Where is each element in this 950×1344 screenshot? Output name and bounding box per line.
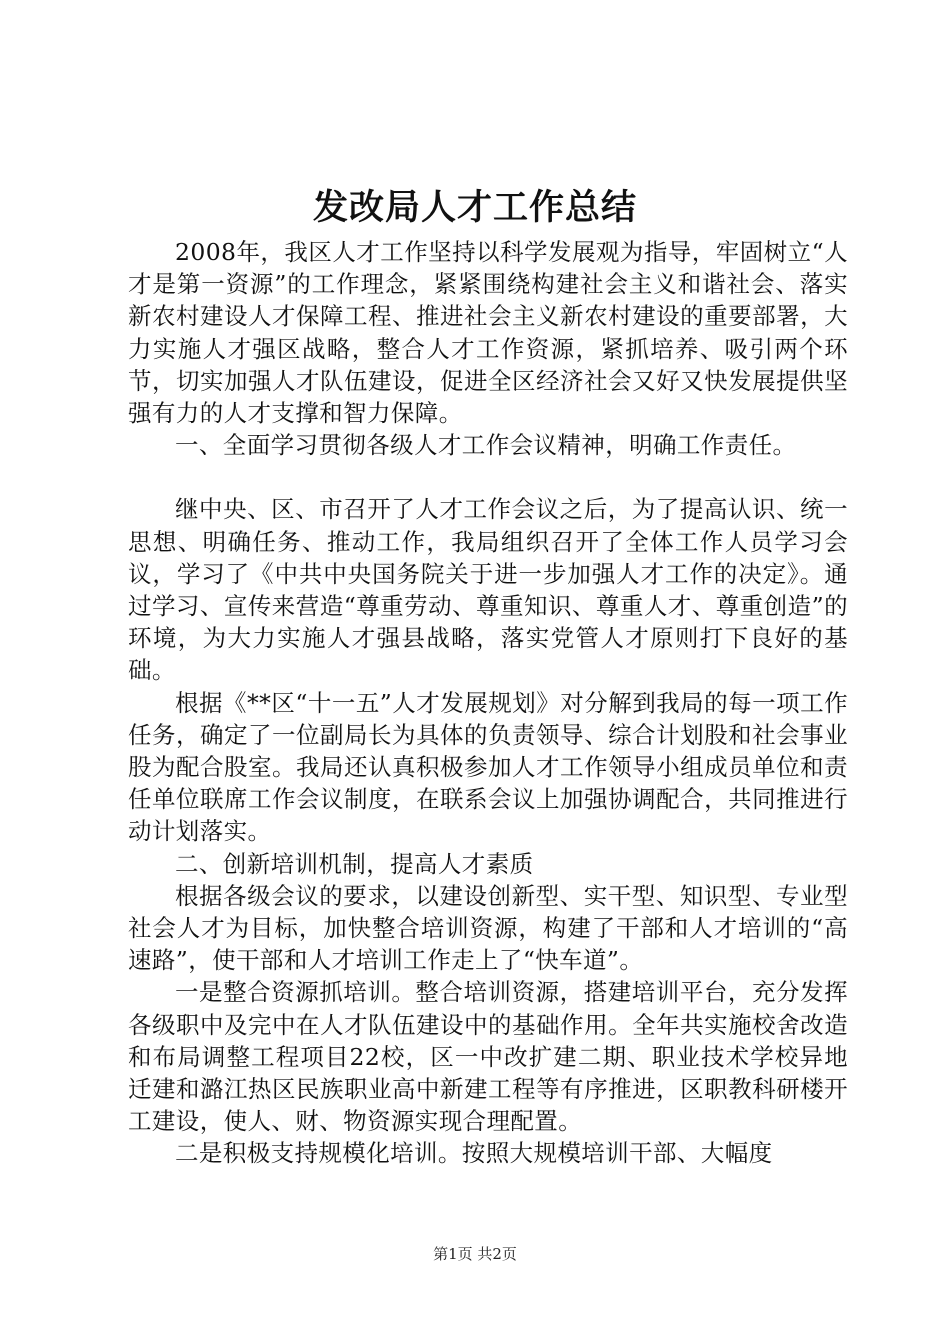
paragraph-scale-training: 二是积极支持规模化培训。按照大规模培训干部、大幅度 (175, 1139, 773, 1168)
paragraph-integrate-resources: 一是整合资源抓培训。整合培训资源，搭建培训平台，充分发挥各级职中及完中在人才队伍建设中的基础作用。全年共实施校舍改造和布局调整工程项目22校，区一中改扩建二期、职业技术学校异地迁建和潞江热区民族职业高中新建工程等有序推进，区职教科研楼开工建设，使人、财、物资源实现合理配置。 (128, 978, 848, 1136)
paragraph-study-meeting: 继中央、区、市召开了人才工作会议之后，为了提高认识、统一思想、明确任务、推动工作，我局组织召开了全体工作人员学习会议，学习了《中共中央国务院关于进一步加强人才工作的决定》。通过学习、宣传来营造“尊重劳动、尊重知识、尊重人才、尊重创造”的环境，为大力实施人才强县战略，落实党管人才原则打下良好的基础。 (128, 495, 848, 685)
paragraph-intro: 2008年，我区人才工作坚持以科学发展观为指导，牢固树立“人才是第一资源”的工作理念，紧紧围绕构建社会主义和谐社会、落实新农村建设人才保障工程、推进社会主义新农村建设的重要部署，大力实施人才强区战略，整合人才工作资源，紧抓培养、吸引两个环节，切实加强人才队伍建设，促进全区经济社会又好又快发展提供坚强有力的人才支撑和智力保障。 (128, 238, 848, 428)
paragraph-training-goal: 根据各级会议的要求，以建设创新型、实干型、知识型、专业型社会人才为目标，加快整合培训资源，构建了干部和人才培训的“高速路”，使干部和人才培训工作走上了“快车道”。 (128, 881, 848, 975)
document-title: 发改局人才工作总结 (312, 187, 637, 228)
section-heading-2: 二、创新培训机制，提高人才素质 (175, 849, 534, 878)
document-body (128, 236, 848, 1170)
page-number-footer: 第1页 共2页 (433, 1245, 517, 1263)
section-heading-1: 一、全面学习贯彻各级人才工作会议精神，明确工作责任。 (175, 431, 797, 460)
paragraph-plan-tasks: 根据《**区“十一五”人才发展规划》对分解到我局的每一项工作任务，确定了一位副局长为具体的负责领导、综合计划股和社会事业股为配合股室。我局还认真积极参加人才工作领导小组成员单位和责任单位联席工作会议制度，在联系会议上加强协调配合，共同推进行动计划落实。 (128, 688, 848, 846)
